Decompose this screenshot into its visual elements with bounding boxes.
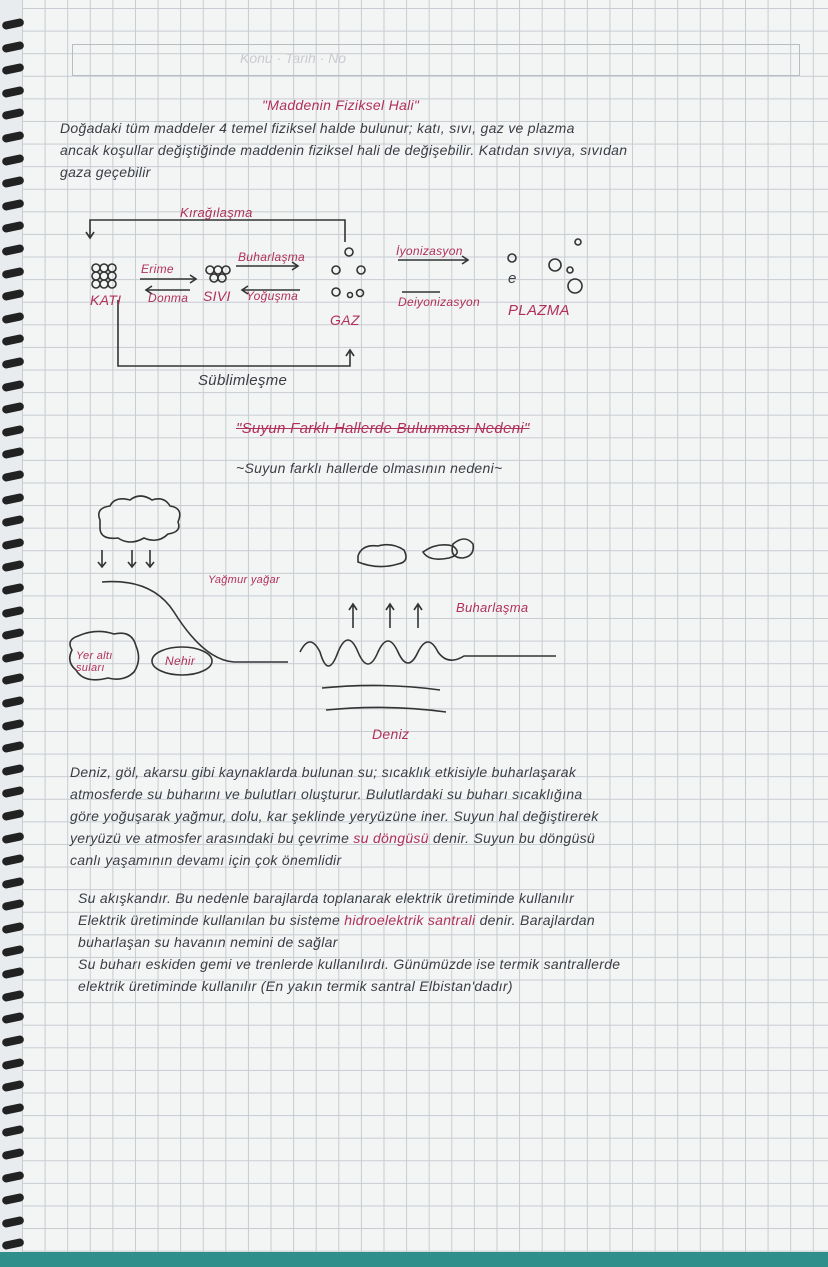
term-hidroelektrik: hidroelektrik santrali — [340, 912, 480, 928]
label-kiragilasma: Kırağılaşma — [180, 205, 253, 220]
label-buharlasma: Buharlaşma — [238, 250, 306, 264]
page-title: "Maddenin Fiziksel Hali" — [262, 97, 420, 113]
paragraph-line: Su akışkandır. Bu nedenle barajlarda toplanarak elektrik üretiminde kullanılır — [78, 890, 575, 906]
label-deiyonizasyon: Deiyonizasyon — [398, 295, 480, 309]
paragraph-line: elektrik üretiminde kullanılır (En yakın termik santral Elbistan'dadır) — [78, 978, 513, 994]
label-yogusma: Yoğuşma — [246, 289, 299, 303]
paragraph-line: göre yoğuşarak yağmur, dolu, kar şeklinde yeryüzüne iner. Suyun hal değiştirerek — [70, 808, 599, 824]
label-evaporation: Buharlaşma — [456, 600, 529, 615]
text: yeryüzü ve atmosfer arasındaki bu çevrime — [70, 830, 350, 846]
paragraph-line: atmosferde su buharını ve bulutları oluşturur. Bulutlardaki su buharı sıcaklığına — [70, 786, 583, 802]
paragraph-line: Su buharı eskiden gemi ve trenlerde kullanılırdı. Günümüzde ise termik santrallerde — [78, 956, 621, 972]
paragraph-line — [78, 912, 595, 928]
text: Elektrik üretiminde kullanılan bu sisteme — [78, 912, 341, 928]
label-rain: Yağmur yağar — [208, 574, 280, 586]
intro-line: gaza geçebilir — [60, 164, 151, 180]
scribbled-heading: "Suyun Farklı Hallerde Bulunması Nedeni" — [236, 420, 530, 437]
paragraph-line: canlı yaşamının devamı için çok önemlidir — [70, 852, 342, 868]
label-electron: e — [508, 270, 517, 287]
label-groundwater: Yer altı suları — [76, 650, 113, 674]
text: denir. Barajlardan — [479, 912, 595, 928]
term-su-dongusu: su döngüsü — [349, 830, 433, 846]
paragraph-line: buharlaşan su havanın nemini de sağlar — [78, 934, 338, 950]
paragraph-line — [70, 830, 595, 846]
label-plazma: PLAZMA — [508, 302, 570, 319]
label-iyonizasyon: İyonizasyon — [396, 244, 463, 258]
label-sublimlesme: Süblimleşme — [198, 372, 288, 389]
label-river: Nehir — [165, 654, 196, 668]
particles-solid — [92, 264, 116, 288]
label-sivi: SIVI — [203, 288, 231, 304]
intro-line: Doğadaki tüm maddeler 4 temel fiziksel halde bulunur; katı, sıvı, gaz ve plazma — [60, 120, 575, 136]
label-erime: Erime — [141, 262, 174, 276]
intro-line: ancak koşullar değiştiğinde maddenin fiziksel hali de değişebilir. Katıdan sıvıya, sıvıdan — [60, 142, 628, 158]
subtitle: ~Suyun farklı hallerde olmasının nedeni~ — [236, 460, 503, 476]
label-donma: Donma — [148, 291, 189, 305]
paragraph-line: Deniz, göl, akarsu gibi kaynaklarda bulunan su; sıcaklık etkisiyle buharlaşarak — [70, 764, 577, 780]
text: denir. Suyun bu döngüsü — [432, 830, 596, 846]
label-gaz: GAZ — [330, 312, 360, 328]
label-kati: KATI — [90, 292, 122, 308]
label-sea: Deniz — [372, 726, 410, 742]
header-faint-text: Konu · Tarih · No — [240, 50, 347, 66]
